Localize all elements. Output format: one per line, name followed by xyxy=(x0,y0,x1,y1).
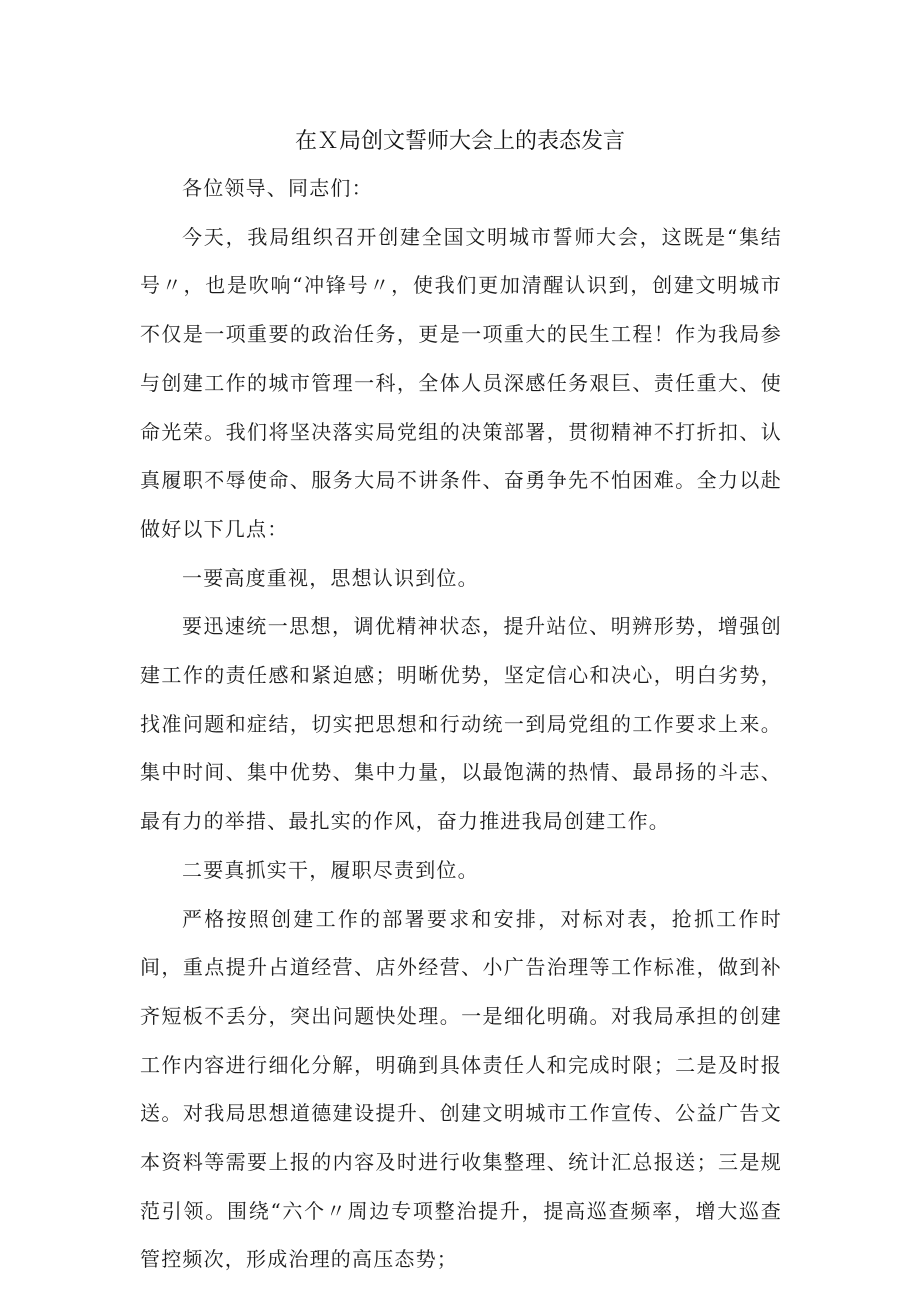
section-heading-2: 二要真抓实干，履职尽责到位。 xyxy=(182,857,479,882)
document-title: 在Ｘ局创文誓师大会上的表态发言 xyxy=(294,129,625,154)
salutation: 各位领导、同志们： xyxy=(182,176,373,200)
section-heading-1: 一要高度重视，思想认识到位。 xyxy=(182,565,479,590)
paragraph-intro: 今天，我局组织召开创建全国文明城市誓师大会，这既是“集结号〃，也是吹响“冲锋号〃，使我们更加清醒认识到，创建文明城市不仅是一项重要的政治任务，更是一项重大的民生工程！作为我局参与创建工作的城市管理一科，全体人员深感任务艰巨、责任重大、使命光荣。我们将坚决落实局党组的决策部署，贯彻精神不打折扣、认真履职不辱使命、服务大局不讲条件、奋勇争先不怕困难。全力以赴做好以下几点： xyxy=(140,224,782,541)
paragraph-section-1: 要迅速统一思想，调优精神状态，提升站位、明辨形势，增强创建工作的责任感和紧迫感；明晰优势，坚定信心和决心，明白劣势，找准问题和症结，切实把思想和行动统一到局党组的工作要求上来。集中时间、集中优势、集中力量，以最饱满的热情、最昂扬的斗志、最有力的举措、最扎实的作风，奋力推进我局创建工作。 xyxy=(140,614,782,834)
document-body xyxy=(140,164,782,1284)
paragraph-section-2: 严格按照创建工作的部署要求和安排，对标对表，抢抓工作时间，重点提升占道经营、店外经营、小广告治理等工作标准，做到补齐短板不丢分，突出问题快处理。一是细化明确。对我局承担的创建工作内容进行细化分解，明确到具体责任人和完成时限；二是及时报送。对我局思想道德建设提升、创建文明城市工作宣传、公益广告文本资料等需要上报的内容及时进行收集整理、统计汇总报送；三是规范引领。围绕“六个〃周边专项整治提升，提高巡查频率，增大巡查管控频次，形成治理的高压态势； xyxy=(140,906,782,1272)
